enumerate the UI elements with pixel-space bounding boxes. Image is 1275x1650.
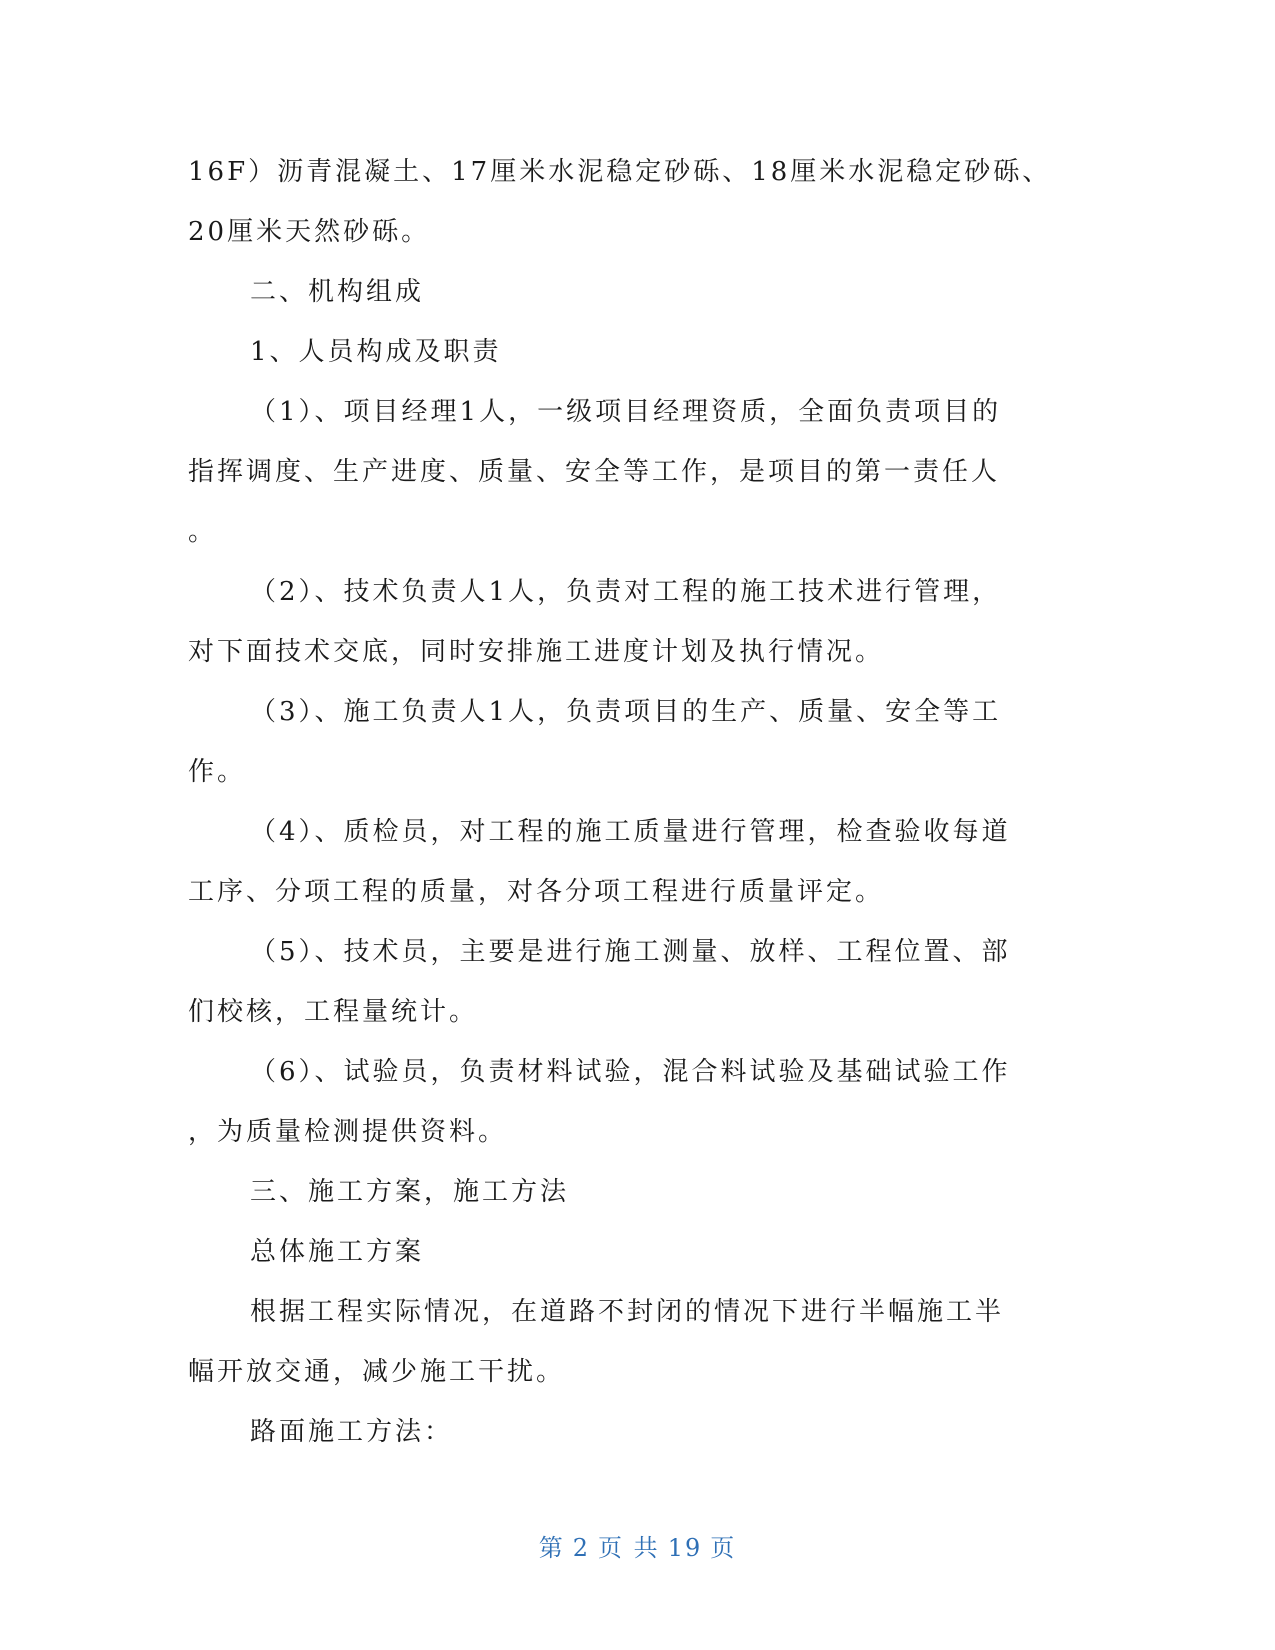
text-line: （5）、技术员，主要是进行施工测量、放样、工程位置、部	[250, 937, 1011, 967]
text-line: 工序、分项工程的质量，对各分项工程进行质量评定。	[188, 877, 885, 907]
footer-current-page: 2	[572, 1534, 591, 1562]
text-line: 。	[188, 517, 218, 547]
document-body	[188, 142, 1070, 1462]
footer-prefix: 第	[538, 1534, 565, 1562]
text-line: ，为质量检测提供资料。	[188, 1117, 508, 1147]
section-heading: 二、机构组成	[250, 277, 425, 307]
section-heading: 三、施工方案，施工方法	[250, 1177, 570, 1207]
text-line: 16F）沥青混凝土、17厘米水泥稳定砂砾、18厘米水泥稳定砂砾、	[188, 157, 1052, 187]
text-line: （1）、项目经理1人，一级项目经理资质，全面负责项目的	[250, 397, 1002, 427]
footer-total-pages: 19	[667, 1534, 703, 1562]
text-line: （3）、施工负责人1人，负责项目的生产、质量、安全等工	[250, 697, 1002, 727]
text-line: 根据工程实际情况，在道路不封闭的情况下进行半幅施工半	[250, 1297, 1005, 1327]
text-line: 指挥调度、生产进度、质量、安全等工作，是项目的第一责任人	[188, 457, 1001, 487]
text-line: 对下面技术交底，同时安排施工进度计划及执行情况。	[188, 637, 885, 667]
text-line: 们校核，工程量统计。	[188, 997, 479, 1027]
subsection-heading: 路面施工方法：	[250, 1417, 454, 1447]
text-line: 作。	[188, 757, 247, 787]
subsection-heading: 1、人员构成及职责	[250, 337, 502, 367]
footer-mid: 页 共	[598, 1534, 660, 1562]
text-line: 20厘米天然砂砾。	[188, 217, 431, 247]
subsection-heading: 总体施工方案	[250, 1237, 425, 1267]
text-line: 幅开放交通，减少施工干扰。	[188, 1357, 566, 1387]
page-footer	[0, 1528, 1275, 1563]
text-line: （4）、质检员，对工程的施工质量进行管理，检查验收每道	[250, 817, 1011, 847]
footer-suffix: 页	[710, 1534, 737, 1562]
text-line: （6）、试验员，负责材料试验，混合料试验及基础试验工作	[250, 1057, 1011, 1087]
text-line: （2）、技术负责人1人，负责对工程的施工技术进行管理，	[250, 577, 1002, 607]
